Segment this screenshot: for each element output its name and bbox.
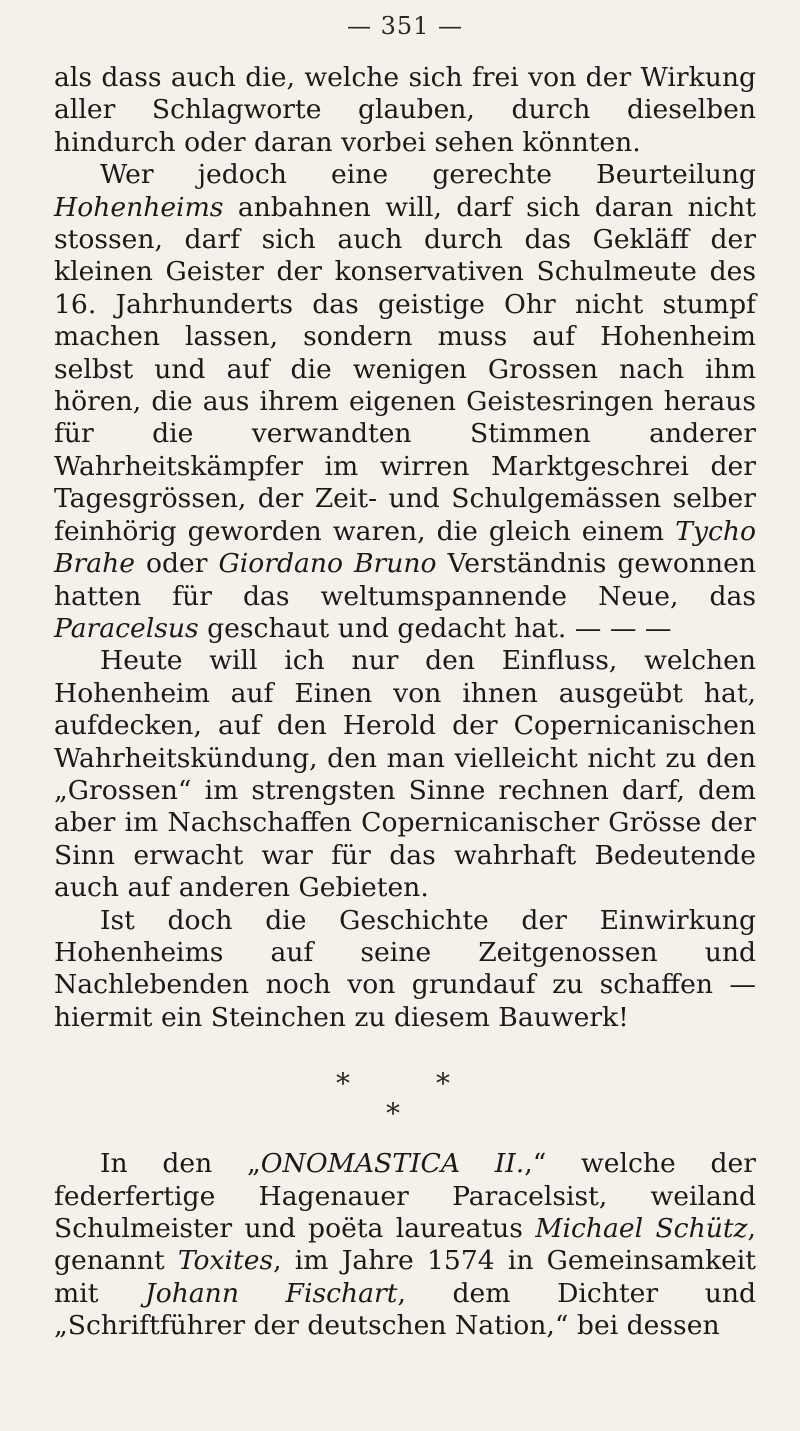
- paragraph-hohenheim-judgement: [54, 159, 756, 645]
- paragraph-text: Verständnis gewonnen hatten für das weltumspannende Neue, das: [54, 548, 756, 612]
- paragraph-text: , genannt: [54, 1213, 756, 1277]
- emphasis-paracelsus: Paracelsus: [54, 612, 199, 644]
- emphasis-michael-schuetz: Michael Schütz: [535, 1213, 748, 1244]
- emphasis-onomastica: ONOMASTICA II.: [260, 1148, 525, 1180]
- page-number: — 351 —: [346, 12, 464, 40]
- paragraph-text: geschaut und gedacht hat. — — —: [198, 612, 672, 644]
- paragraph-text: Wer jedoch eine gerechte Beurteilung: [100, 159, 756, 191]
- emphasis-hohenheims: Hohenheims: [54, 191, 224, 223]
- paragraph-text: , im Jahre 1574 in Gemeinsamkeit mit: [54, 1245, 756, 1309]
- paragraph-history: Ist doch die Geschichte der Einwirkung Hohenheims auf seine Zeitgenossen und Nachlebenden noch von grundauf zu schaffen — hiermit ein Steinchen zu diesem Bauwerk!: [54, 904, 756, 1033]
- separator-star: *: [436, 1067, 450, 1101]
- paragraph-onomastica: [54, 1148, 756, 1342]
- paragraph-text: , dem Dichter und „Schriftführer der deutschen Nation,“ bei dessen: [54, 1277, 756, 1342]
- emphasis-toxites: Toxites: [177, 1245, 274, 1277]
- separator-star: *: [386, 1097, 400, 1131]
- paragraph-text: anbahnen will, darf sich daran nicht stossen, darf sich auch durch das Gekläff der kleinen Geister der konservativen Schulmeute des 16. Jahrhunderts das geistige Ohr nicht stumpf machen lassen, sondern muss auf Hohenheim selbst und auf die wenigen Grossen nach ihm hören, die aus ihrem eigenen Geistesringen heraus für die verwandten Stimmen anderer Wahrheitskämpfer im wirren Marktgeschrei der Tagesgrössen, der Zeit- und Schulgemässen selber feinhörig geworden waren, die gleich einem: [54, 191, 756, 547]
- emphasis-johann-fischart: Johann Fischart: [145, 1277, 398, 1309]
- paragraph-text: oder: [134, 548, 219, 580]
- paragraph-text: ,“ welche der federfertige Hagenauer Paracelsist, weiland Schulmeister und poëta laureatus: [54, 1148, 756, 1244]
- paragraph-continuation: als dass auch die, welche sich frei von der Wirkung aller Schlagworte glauben, durch dieselben hindurch oder daran vorbei sehen könnten.: [54, 62, 756, 158]
- paragraph-text: In den „: [100, 1148, 261, 1180]
- emphasis-giordano-bruno: Giordano Bruno: [218, 548, 437, 580]
- emphasis-tycho-brahe: Tycho Brahe: [54, 515, 756, 580]
- section-separator: [54, 1067, 756, 1140]
- paragraph-influence: Heute will ich nur den Einfluss, welchen Hohenheim auf Einen von ihnen ausgeübt hat, aufdecken, auf den Herold der Copernicanischen Wahrheitskündung, den man vielleicht nicht zu den „Grossen“ im strengsten Sinne rechnen darf, dem aber im Nachschaffen Copernicanischer Grösse der Sinn erwacht war für das wahrhaft Bedeutende auch auf anderen Gebieten.: [54, 645, 756, 904]
- separator-star: *: [336, 1067, 350, 1101]
